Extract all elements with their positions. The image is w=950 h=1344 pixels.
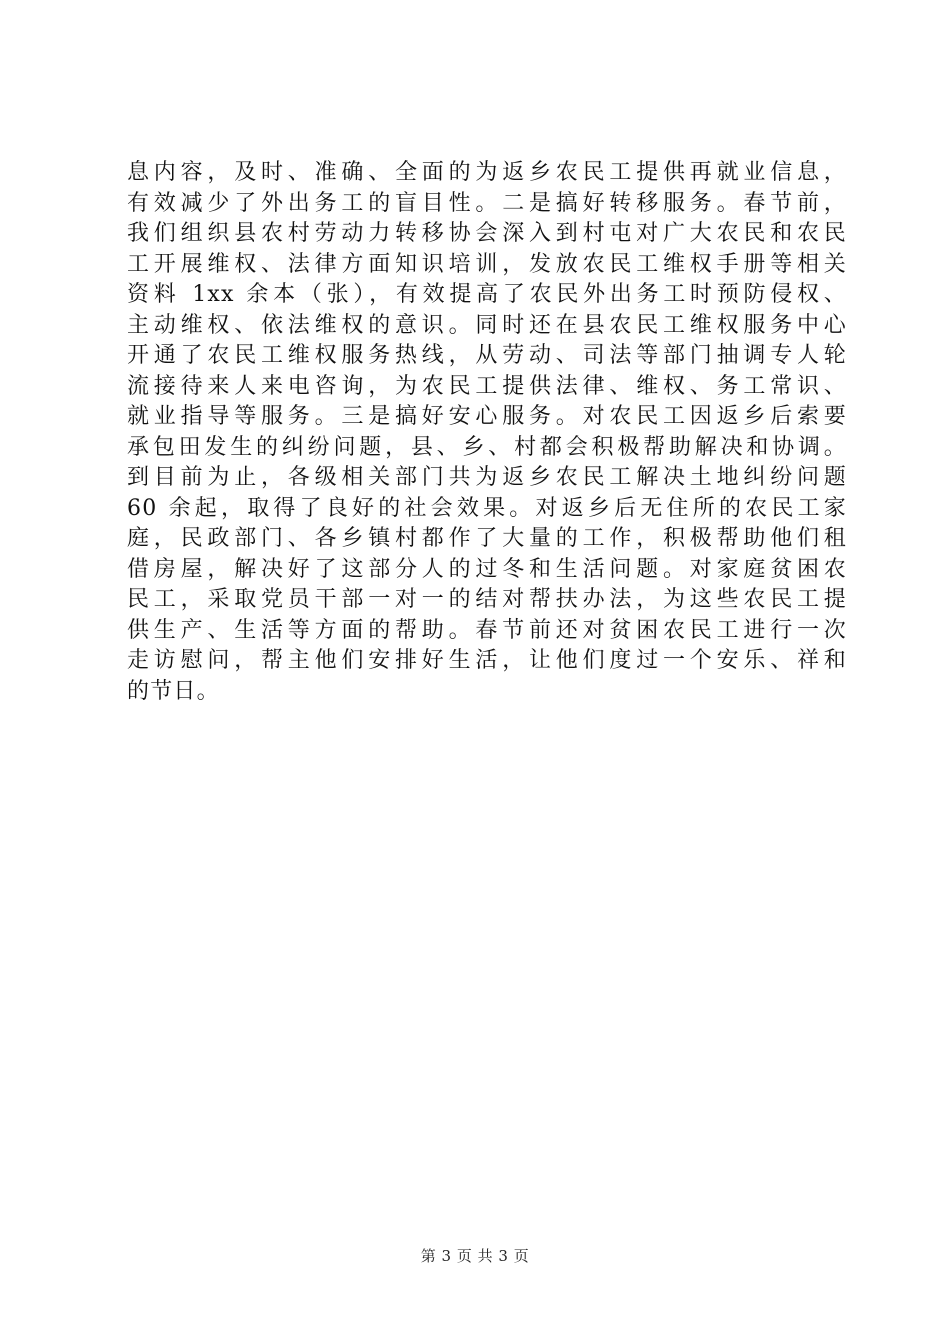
text-line: 资料 1xx 余本（张），有效提高了农民外出务工时预防侵权、: [127, 282, 847, 307]
text-line: 民工，采取党员干部一对一的结对帮扶办法，为这些农民工提: [127, 587, 847, 612]
body-paragraph: [127, 158, 847, 707]
text-line: 借房屋，解决好了这部分人的过冬和生活问题。对家庭贫困农: [127, 556, 847, 582]
text-line: 60 余起，取得了良好的社会效果。对返乡后无住所的农民工家: [127, 495, 847, 521]
text-line: 就业指导等服务。三是搞好安心服务。对农民工因返乡后索要: [127, 404, 847, 429]
text-line: 工开展维权、法律方面知识培训，发放农民工维权手册等相关: [127, 251, 847, 277]
text-line: 到目前为止，各级相关部门共为返乡农民工解决土地纠纷问题: [127, 465, 847, 490]
text-line: 的节日。: [127, 678, 220, 704]
text-line: 供生产、生活等方面的帮助。春节前还对贫困农民工进行一次: [127, 617, 847, 643]
page-footer: 第 3 页 共 3 页: [420, 1247, 530, 1265]
text-line: 承包田发生的纠纷问题，县、乡、村都会积极帮助解决和协调。: [127, 434, 847, 460]
text-line: 流接待来人来电咨询，为农民工提供法律、维权、务工常识、: [127, 373, 847, 399]
text-line: 庭，民政部门、各乡镇村都作了大量的工作，积极帮助他们租: [127, 526, 847, 551]
text-line: 走访慰问，帮主他们安排好生活，让他们度过一个安乐、祥和: [127, 648, 847, 673]
text-line: 有效减少了外出务工的盲目性。二是搞好转移服务。春节前，: [127, 190, 847, 216]
text-line: 主动维权、依法维权的意识。同时还在县农民工维权服务中心: [127, 312, 847, 338]
text-line: 开通了农民工维权服务热线，从劳动、司法等部门抽调专人轮: [127, 343, 847, 368]
text-line: 息内容，及时、准确、全面的为返乡农民工提供再就业信息，: [127, 160, 847, 185]
text-line: 我们组织县农村劳动力转移协会深入到村屯对广大农民和农民: [127, 221, 847, 246]
